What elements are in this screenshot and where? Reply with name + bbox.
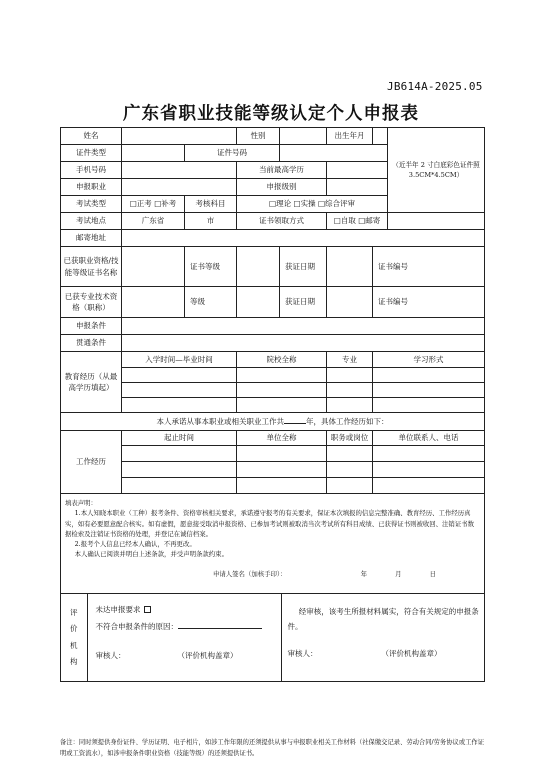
- table-cell[interactable]: [327, 446, 373, 462]
- table-cell[interactable]: [327, 368, 373, 383]
- conditions-label: 申报条件: [61, 318, 122, 335]
- conditions-field[interactable]: [122, 318, 485, 335]
- professional-level-field[interactable]: [237, 287, 280, 318]
- name-field[interactable]: [122, 128, 237, 145]
- not-meet-label: 未达申报要求: [95, 605, 141, 614]
- table-cell[interactable]: [237, 446, 327, 462]
- table-cell[interactable]: [122, 462, 237, 478]
- table-cell[interactable]: [237, 383, 327, 398]
- city-text[interactable]: 市: [185, 213, 237, 230]
- declaration-title: 填表声明：: [65, 499, 97, 507]
- phone-field[interactable]: [122, 162, 237, 179]
- work-header-period: 起止时间: [122, 431, 237, 446]
- table-cell[interactable]: [122, 398, 237, 413]
- seal-label-2: （评价机构盖章）: [381, 649, 442, 658]
- edu-header-school: 院校全称: [237, 352, 327, 368]
- edu-history-label: 教育经历（从最高学历填起）: [61, 352, 122, 413]
- edu-header-time: 入学时间—毕业时间: [122, 352, 237, 368]
- review-org-label: 评价机构: [61, 594, 87, 681]
- table-cell[interactable]: [327, 398, 373, 413]
- document-code: JB614A-2025.05: [387, 80, 483, 93]
- exam-location-extra[interactable]: [388, 213, 485, 230]
- declaration-item-3: 本人确认已阅读并明白上述条款，并受声明条款约束。: [74, 550, 228, 559]
- subject-label: 考核科目: [185, 196, 237, 213]
- professional-cert-field[interactable]: [122, 287, 185, 318]
- occupation-label: 申报职业: [61, 179, 122, 196]
- table-cell[interactable]: [327, 462, 373, 478]
- obtained-date-field[interactable]: [327, 247, 373, 287]
- birth-label: 出生年月: [327, 128, 373, 145]
- table-cell[interactable]: [373, 462, 485, 478]
- address-field[interactable]: [122, 230, 485, 247]
- table-cell[interactable]: [327, 383, 373, 398]
- table-cell[interactable]: [122, 446, 237, 462]
- review-approve-panel: [281, 594, 485, 681]
- photo-note: （近半年 2 寸白底彩色证件照 3.5CM*4.5CM）: [392, 160, 480, 179]
- edu-header-major: 专业: [327, 352, 373, 368]
- birth-field[interactable]: [373, 128, 388, 145]
- level-label: 申报级别: [237, 179, 327, 196]
- address-label: 邮寄地址: [61, 230, 122, 247]
- table-cell[interactable]: [237, 478, 327, 494]
- exam-type-label: 考试类型: [61, 196, 122, 213]
- professional-date-field[interactable]: [327, 287, 373, 318]
- table-cell[interactable]: [373, 478, 485, 494]
- phone-label: 手机号码: [61, 162, 122, 179]
- year-label: 年: [360, 569, 367, 578]
- cert-method-label: 证书领取方式: [237, 213, 327, 230]
- reason-field[interactable]: [178, 621, 262, 629]
- gender-label: 性别: [237, 128, 280, 145]
- review-section: [61, 594, 485, 682]
- id-type-label: 证件类型: [61, 145, 122, 162]
- work-header-company: 单位全称: [237, 431, 327, 446]
- work-commit-suffix: 年，具体工作经历如下：: [306, 416, 389, 426]
- vocational-cert-field[interactable]: [122, 247, 185, 287]
- work-commit-prefix: 本人承诺从事本职业或相关职业工作共: [156, 416, 285, 426]
- table-cell[interactable]: [373, 383, 485, 398]
- table-cell[interactable]: [373, 398, 485, 413]
- photo-box[interactable]: [388, 128, 485, 213]
- signature-line: [65, 569, 480, 579]
- gender-field[interactable]: [280, 128, 327, 145]
- table-cell[interactable]: [373, 368, 485, 383]
- table-cell[interactable]: [327, 478, 373, 494]
- subject-options[interactable]: □理论 □实操 □综合评审: [237, 196, 388, 213]
- cert-level-label: 证书等级: [185, 247, 237, 287]
- table-cell[interactable]: [122, 478, 237, 494]
- table-cell[interactable]: [122, 368, 237, 383]
- table-cell[interactable]: [237, 398, 327, 413]
- reason-label: 不符合申报条件的原因：: [95, 621, 178, 631]
- month-label: 月: [395, 569, 402, 578]
- table-cell[interactable]: [237, 462, 327, 478]
- day-label: 日: [429, 569, 436, 578]
- review-table: [61, 594, 485, 681]
- not-meet-checkbox[interactable]: [144, 606, 151, 613]
- education-field[interactable]: [327, 162, 388, 179]
- id-type-field[interactable]: [122, 145, 185, 162]
- professional-level-label: 等级: [185, 287, 237, 318]
- declaration-item-2: 2.报考个人信息已经本人确认，不再更改。: [74, 540, 196, 548]
- footer-note: 备注：同时须提供身份证件、学历证明、电子相片，如涉工作年限的还须提供从事与申报职业相关工作材料（社保缴交记录、劳动合同/劳务协议或工作证明或工资流水），如涉申报条件职业资格（技能等级）的还须提供证书。: [60, 739, 485, 758]
- reviewer-label: 审核人：: [95, 651, 126, 660]
- education-label: 当前最高学历: [237, 162, 327, 179]
- professional-cert-label: 已获专业技术资格（职称）: [61, 287, 122, 318]
- review-reject-panel: [87, 594, 281, 681]
- cert-method-options[interactable]: □自取 □邮寄: [327, 213, 388, 230]
- cert-no-label: 证书编号: [373, 247, 485, 287]
- work-commitment: [61, 413, 485, 431]
- work-history-label: 工作经历: [61, 431, 122, 494]
- province-text: 广东省: [122, 213, 185, 230]
- id-number-label: 证件号码: [185, 145, 280, 162]
- work-years-field[interactable]: [284, 418, 306, 424]
- professional-no-label: 证书编号: [373, 287, 485, 318]
- approved-text: 经审核，该考生所报材料属实，符合有关规定的申报条件。: [287, 607, 479, 631]
- clause-field[interactable]: [122, 335, 485, 352]
- id-number-field[interactable]: [280, 145, 388, 162]
- work-header-position: 职务或岗位: [327, 431, 373, 446]
- table-cell[interactable]: [237, 368, 327, 383]
- table-cell[interactable]: [373, 446, 485, 462]
- name-label: 姓名: [61, 128, 122, 145]
- declaration-item-1: 1.本人知晓本职业（工种）报考条件、资格审核相关要求，承诺遵守报考的有关要求，保证本次填报的信息完整准确、教育经历、工作经历真实，如有必要愿意配合核实。如有虚假，愿意接受取消申报资格、已参加考试则被取消当次考试所有科目成绩、已获得证书则被收回、注销证书数据检索及注销证书资格的处理，并登记在诚信档案。: [65, 509, 474, 538]
- page-title: 广东省职业技能等级认定个人申报表: [123, 104, 419, 124]
- edu-header-mode: 学习形式: [373, 352, 485, 368]
- seal-label: （评价机构盖章）: [177, 651, 238, 660]
- occupation-field[interactable]: [122, 179, 237, 196]
- work-header-contact: 单位联系人、电话: [373, 431, 485, 446]
- vocational-cert-label: 已获职业资格/技能等级证书名称: [61, 247, 122, 287]
- cert-level-field[interactable]: [237, 247, 280, 287]
- reviewer-label-2: 审核人：: [287, 649, 318, 658]
- table-cell[interactable]: [122, 383, 237, 398]
- clause-label: 贯通条件: [61, 335, 122, 352]
- exam-location-label: 考试地点: [61, 213, 122, 230]
- level-field[interactable]: [327, 179, 388, 196]
- application-form: [60, 127, 485, 682]
- obtained-date-label: 获证日期: [280, 247, 327, 287]
- exam-type-options[interactable]: □正考 □补考: [122, 196, 185, 213]
- declaration: [61, 494, 485, 594]
- professional-date-label: 获证日期: [280, 287, 327, 318]
- signature-label: 申请人签名（加核手印）：: [213, 569, 287, 578]
